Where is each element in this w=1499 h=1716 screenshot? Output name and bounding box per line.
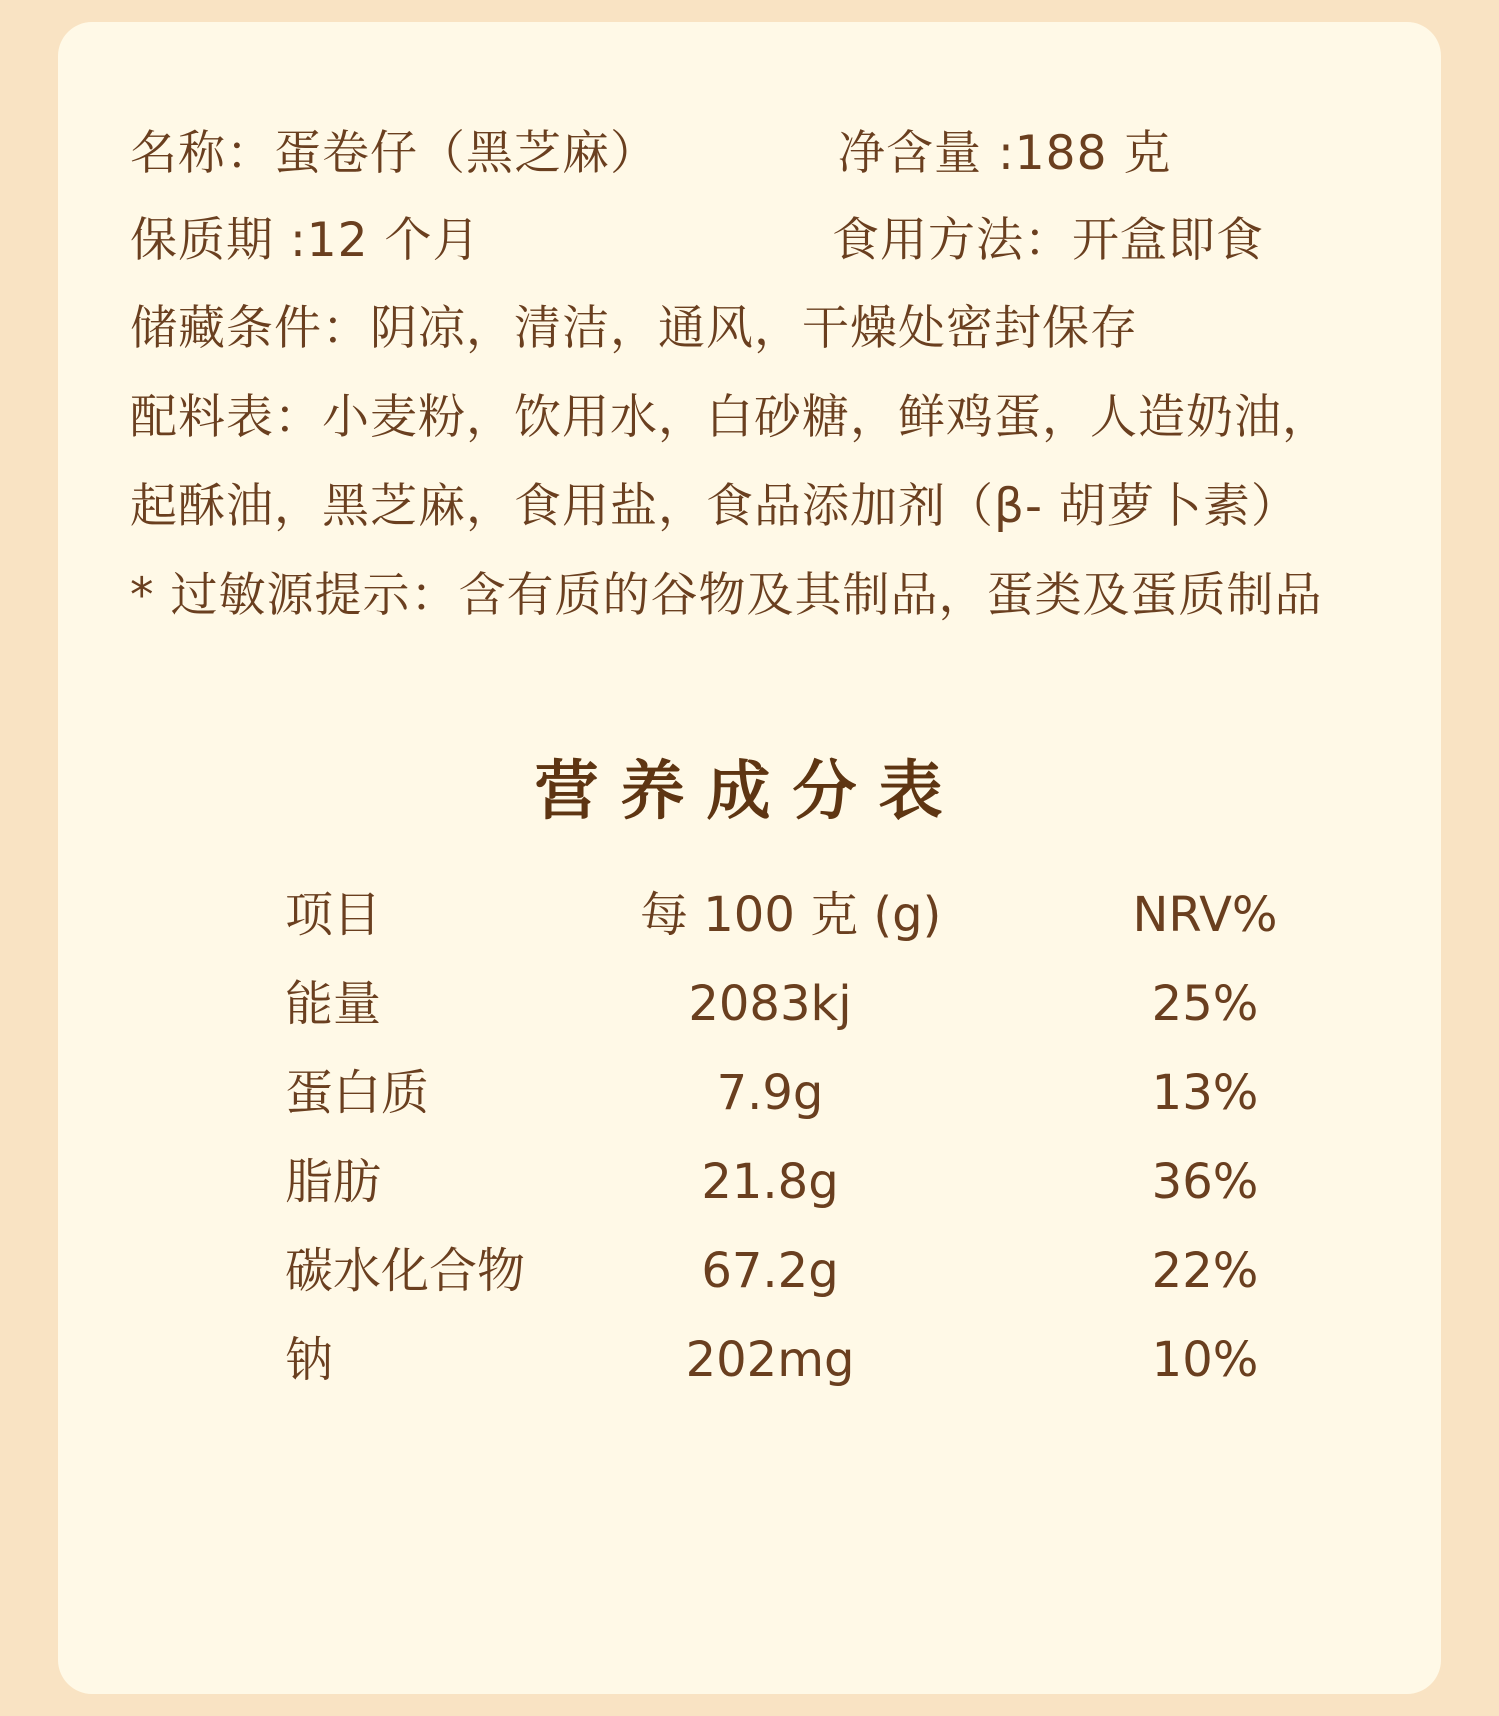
nutrient-name: 能量	[285, 976, 382, 1032]
nutrient-nrv: 22%	[1151, 1243, 1259, 1299]
header-nrv: NRV%	[1132, 887, 1278, 943]
nutrient-name: 蛋白质	[285, 1065, 430, 1121]
nutrient-name: 脂肪	[285, 1154, 382, 1210]
header-item: 项目	[285, 887, 382, 943]
nutrition-row	[0, 1147, 1499, 1217]
nutrient-nrv: 10%	[1151, 1332, 1259, 1388]
label-card	[58, 22, 1441, 1694]
header-per-100g: 每 100 克 (g)	[640, 887, 942, 943]
nutrient-nrv: 13%	[1151, 1065, 1259, 1121]
nutrient-amount: 202mg	[685, 1332, 855, 1388]
ingredients-line-2: 起酥油，黑芝麻，食用盐，食品添加剂（β- 胡萝卜素）	[130, 479, 1299, 534]
product-name: 名称：蛋卷仔（黑芝麻）	[130, 126, 658, 181]
nutrient-name: 钠	[285, 1332, 334, 1388]
nutrition-row	[0, 1325, 1499, 1395]
nutrition-row	[0, 1058, 1499, 1128]
nutrition-row	[0, 1236, 1499, 1306]
nutrient-amount: 67.2g	[701, 1243, 839, 1299]
nutrient-amount: 21.8g	[701, 1154, 839, 1210]
shelf-life: 保质期 :12 个月	[130, 213, 481, 268]
allergen-notice: * 过敏源提示：含有质的谷物及其制品，蛋类及蛋质制品	[130, 568, 1323, 623]
nutrient-amount: 7.9g	[716, 1065, 824, 1121]
usage-method: 食用方法：开盒即食	[832, 213, 1264, 268]
nutrition-title: 营养成分表	[534, 755, 965, 829]
nutrient-nrv: 36%	[1151, 1154, 1259, 1210]
nutrient-name: 碳水化合物	[285, 1243, 526, 1299]
net-content: 净含量 :188 克	[838, 126, 1172, 181]
nutrient-amount: 2083kj	[688, 976, 852, 1032]
storage-conditions: 储藏条件：阴凉，清洁，通风，干燥处密封保存	[130, 301, 1138, 356]
nutrient-nrv: 25%	[1151, 976, 1259, 1032]
ingredients-line-1: 配料表：小麦粉，饮用水，白砂糖，鲜鸡蛋，人造奶油，	[130, 390, 1330, 445]
nutrition-row	[0, 969, 1499, 1039]
nutrition-header-row	[0, 880, 1499, 950]
